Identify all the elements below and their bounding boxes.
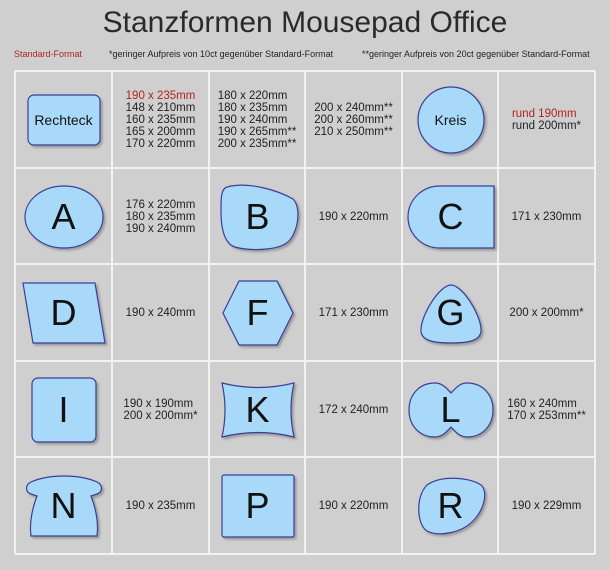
size-value: 180 x 220mm <box>217 89 288 102</box>
size-value: 180 x 235mm <box>217 101 288 114</box>
size-value: 160 x 240mm <box>507 397 577 410</box>
shape-k <box>222 383 294 437</box>
size-cell <box>498 168 595 265</box>
size-value: rund 200mm* <box>511 119 582 132</box>
size-list <box>319 211 389 223</box>
size-value: 200 x 200mm* <box>123 409 198 422</box>
shape-n <box>25 474 103 538</box>
size-value: 190 x 235mm <box>125 499 196 512</box>
size-value: 180 x 235mm <box>125 210 196 223</box>
shape-label: D <box>50 291 77 333</box>
size-list <box>319 404 389 416</box>
size-value: 171 x 230mm <box>318 306 389 319</box>
shape-kreis <box>418 87 484 153</box>
legend-standard-format: Standard-Format <box>14 49 83 59</box>
shape-g <box>420 283 482 343</box>
size-value: 190 x 240mm <box>217 113 288 126</box>
size-cell <box>305 457 402 554</box>
legend-note-20ct: **geringer Aufpreis von 20ct gegenüber Standard-Format <box>362 49 590 59</box>
shape-label: Rechteck <box>34 111 93 128</box>
size-value: 200 x 260mm** <box>314 113 393 126</box>
grid-line-v <box>14 71 16 554</box>
shape-p <box>222 475 294 537</box>
size-list <box>126 307 196 319</box>
shape-label: A <box>51 195 76 237</box>
size-cell <box>305 264 402 361</box>
size-cell <box>305 361 402 458</box>
size-cell <box>498 457 595 554</box>
size-cell <box>305 71 402 168</box>
size-value: 190 x 220mm <box>318 210 389 223</box>
size-cell <box>112 71 209 168</box>
size-list <box>512 500 582 512</box>
size-list <box>507 398 586 422</box>
size-list <box>512 108 581 132</box>
size-value: 171 x 230mm <box>511 210 582 223</box>
shape-label: B <box>245 195 270 237</box>
shape-label: N <box>50 484 77 526</box>
size-cell <box>498 264 595 361</box>
shape-d <box>23 283 105 343</box>
shape-label: F <box>246 291 269 333</box>
size-list <box>126 500 196 512</box>
size-value: 190 x 265mm** <box>217 125 297 138</box>
shape-c <box>408 186 494 248</box>
size-value: 200 x 240mm** <box>314 101 393 114</box>
size-list <box>512 211 582 223</box>
shape-label: K <box>245 388 270 430</box>
size-cell <box>209 71 305 168</box>
size-list <box>319 307 389 319</box>
size-cell <box>112 264 209 361</box>
shape-rechteck <box>28 95 100 145</box>
size-value: 148 x 210mm <box>125 101 196 114</box>
shape-label: I <box>58 388 69 430</box>
size-value: 172 x 240mm <box>318 403 389 416</box>
size-value: 200 x 235mm** <box>217 137 297 150</box>
shape-l <box>409 381 493 439</box>
size-value: 160 x 235mm <box>125 113 196 126</box>
size-cell <box>305 168 402 265</box>
size-cell <box>112 457 209 554</box>
size-list <box>509 307 583 319</box>
size-value: 190 x 240mm <box>125 306 196 319</box>
size-value: 190 x 240mm <box>125 222 196 235</box>
shape-i <box>32 378 96 442</box>
size-value: 170 x 253mm** <box>507 409 586 422</box>
shape-label: R <box>437 484 464 526</box>
size-value: 165 x 200mm <box>125 125 196 138</box>
shape-b <box>219 185 297 249</box>
size-value: 190 x 190mm <box>123 397 194 410</box>
size-list <box>314 102 393 138</box>
shape-label: G <box>436 291 465 333</box>
size-value: 176 x 220mm <box>125 198 196 211</box>
legend-note-10ct: *geringer Aufpreis von 10ct gegenüber Standard-Format <box>109 49 334 59</box>
shape-r <box>417 477 485 535</box>
size-cell <box>112 361 209 458</box>
size-list <box>123 398 197 422</box>
size-value: rund 190mm <box>511 107 577 120</box>
shape-label: Kreis <box>434 111 467 128</box>
shape-label: L <box>440 388 461 430</box>
shape-table <box>15 71 595 554</box>
page-title: Stanzformen Mousepad Office <box>102 6 508 39</box>
size-list <box>218 90 297 150</box>
size-list <box>126 199 196 235</box>
size-list <box>319 500 389 512</box>
size-value: 210 x 250mm** <box>314 125 393 138</box>
shape-label: P <box>245 484 270 526</box>
size-value: 190 x 235mm <box>125 89 196 102</box>
size-value: 190 x 220mm <box>318 499 389 512</box>
size-cell <box>498 361 595 458</box>
size-cell <box>112 168 209 265</box>
shape-a <box>25 186 103 248</box>
size-value: 190 x 229mm <box>511 499 582 512</box>
size-list <box>126 90 196 150</box>
shape-f <box>223 281 293 345</box>
size-value: 200 x 200mm* <box>509 306 584 319</box>
size-cell <box>498 71 595 168</box>
shape-label: C <box>437 195 464 237</box>
size-value: 170 x 220mm <box>125 137 196 150</box>
